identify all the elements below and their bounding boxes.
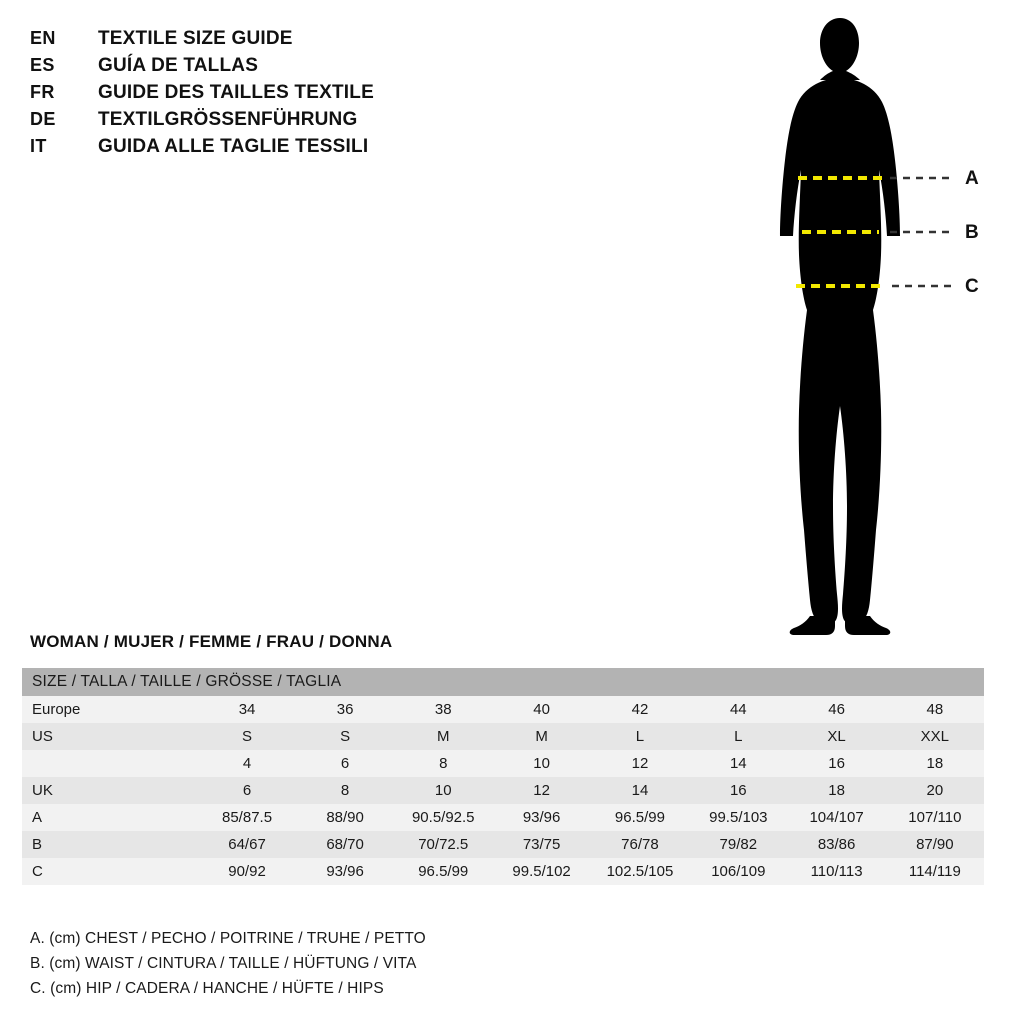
cell-value: 83/86 — [787, 831, 885, 858]
cell-value: 90.5/92.5 — [394, 804, 492, 831]
table-header-label: SIZE / TALLA / TAILLE / GRÖSSE / TAGLIA — [22, 668, 984, 696]
cell-value: 10 — [492, 750, 590, 777]
title-row-fr — [30, 82, 550, 109]
cell-value: 6 — [296, 750, 394, 777]
legend-line-b: B. (cm) WAIST / CINTURA / TAILLE / HÜFTUNG / VITA — [30, 955, 417, 972]
title-text-it: GUIDA ALLE TAGLIE TESSILI — [98, 136, 369, 157]
cell-value: 8 — [394, 750, 492, 777]
cell-value: 12 — [591, 750, 689, 777]
cell-value: S — [296, 723, 394, 750]
cell-value: 16 — [787, 750, 885, 777]
cell-value: 42 — [591, 696, 689, 723]
measure-label-a: A — [965, 168, 979, 189]
size-chart-table — [22, 668, 984, 885]
cell-value: 93/96 — [296, 858, 394, 885]
title-row-de — [30, 109, 550, 136]
cell-value: 18 — [886, 750, 984, 777]
title-lang-es: ES — [30, 55, 55, 75]
legend-line-a: A. (cm) CHEST / PECHO / POITRINE / TRUHE / PETTO — [30, 930, 426, 947]
cell-value: 107/110 — [886, 804, 984, 831]
row-label: C — [22, 858, 198, 885]
title-lang-it: IT — [30, 136, 47, 156]
title-lang-de: DE — [30, 109, 56, 129]
table-head — [22, 668, 984, 696]
title-row-it — [30, 136, 550, 163]
cell-value: 64/67 — [198, 831, 296, 858]
cell-value: 90/92 — [198, 858, 296, 885]
cell-value: M — [394, 723, 492, 750]
cell-value: 8 — [296, 777, 394, 804]
table-row — [22, 777, 984, 804]
cell-value: XL — [787, 723, 885, 750]
cell-value: 76/78 — [591, 831, 689, 858]
row-label: US — [22, 723, 198, 750]
title-block — [30, 28, 550, 163]
cell-value: 10 — [394, 777, 492, 804]
cell-value: 14 — [689, 750, 787, 777]
cell-value: 20 — [886, 777, 984, 804]
title-text-fr: GUIDE DES TAILLES TEXTILE — [98, 82, 374, 103]
cell-value: 12 — [492, 777, 590, 804]
cell-value: XXL — [886, 723, 984, 750]
cell-value: M — [492, 723, 590, 750]
cell-value: 114/119 — [886, 858, 984, 885]
title-text-en: TEXTILE SIZE GUIDE — [98, 28, 293, 49]
cell-value: L — [591, 723, 689, 750]
table-row — [22, 858, 984, 885]
cell-value: 106/109 — [689, 858, 787, 885]
table-row — [22, 696, 984, 723]
title-lang-en: EN — [30, 28, 56, 48]
title-text-es: GUÍA DE TALLAS — [98, 55, 259, 76]
cell-value: 88/90 — [296, 804, 394, 831]
measurement-figure — [740, 10, 1010, 640]
title-row-es — [30, 55, 550, 82]
cell-value: 79/82 — [689, 831, 787, 858]
cell-value: 44 — [689, 696, 787, 723]
cell-value: 4 — [198, 750, 296, 777]
measurement-legend — [30, 930, 630, 1005]
cell-value: 14 — [591, 777, 689, 804]
row-label: UK — [22, 777, 198, 804]
row-label — [22, 750, 198, 777]
cell-value: 99.5/103 — [689, 804, 787, 831]
cell-value: 93/96 — [492, 804, 590, 831]
row-label: Europe — [22, 696, 198, 723]
cell-value: 99.5/102 — [492, 858, 590, 885]
cell-value: 40 — [492, 696, 590, 723]
measure-label-b: B — [965, 222, 979, 243]
cell-value: 6 — [198, 777, 296, 804]
cell-value: 70/72.5 — [394, 831, 492, 858]
table-header-row — [22, 668, 984, 696]
cell-value: 73/75 — [492, 831, 590, 858]
measure-label-c: C — [965, 276, 979, 297]
female-body-silhouette-icon — [740, 10, 1010, 640]
title-text-de: TEXTILGRÖSSENFÜHRUNG — [98, 109, 358, 130]
cell-value: 110/113 — [787, 858, 885, 885]
cell-value: 36 — [296, 696, 394, 723]
cell-value: 68/70 — [296, 831, 394, 858]
cell-value: 96.5/99 — [394, 858, 492, 885]
cell-value: 48 — [886, 696, 984, 723]
cell-value: 38 — [394, 696, 492, 723]
section-heading-woman: WOMAN / MUJER / FEMME / FRAU / DONNA — [30, 632, 393, 651]
table-row — [22, 831, 984, 858]
table-row — [22, 804, 984, 831]
legend-line-c: C. (cm) HIP / CADERA / HANCHE / HÜFTE / HIPS — [30, 980, 384, 997]
cell-value: 18 — [787, 777, 885, 804]
cell-value: 34 — [198, 696, 296, 723]
cell-value: 87/90 — [886, 831, 984, 858]
cell-value: 85/87.5 — [198, 804, 296, 831]
row-label: A — [22, 804, 198, 831]
cell-value: L — [689, 723, 787, 750]
cell-value: 102.5/105 — [591, 858, 689, 885]
cell-value: 46 — [787, 696, 885, 723]
cell-value: 104/107 — [787, 804, 885, 831]
table-body — [22, 696, 984, 885]
title-lang-fr: FR — [30, 82, 55, 102]
table-row — [22, 723, 984, 750]
cell-value: 96.5/99 — [591, 804, 689, 831]
title-row-en — [30, 28, 550, 55]
cell-value: S — [198, 723, 296, 750]
table-row — [22, 750, 984, 777]
cell-value: 16 — [689, 777, 787, 804]
row-label: B — [22, 831, 198, 858]
